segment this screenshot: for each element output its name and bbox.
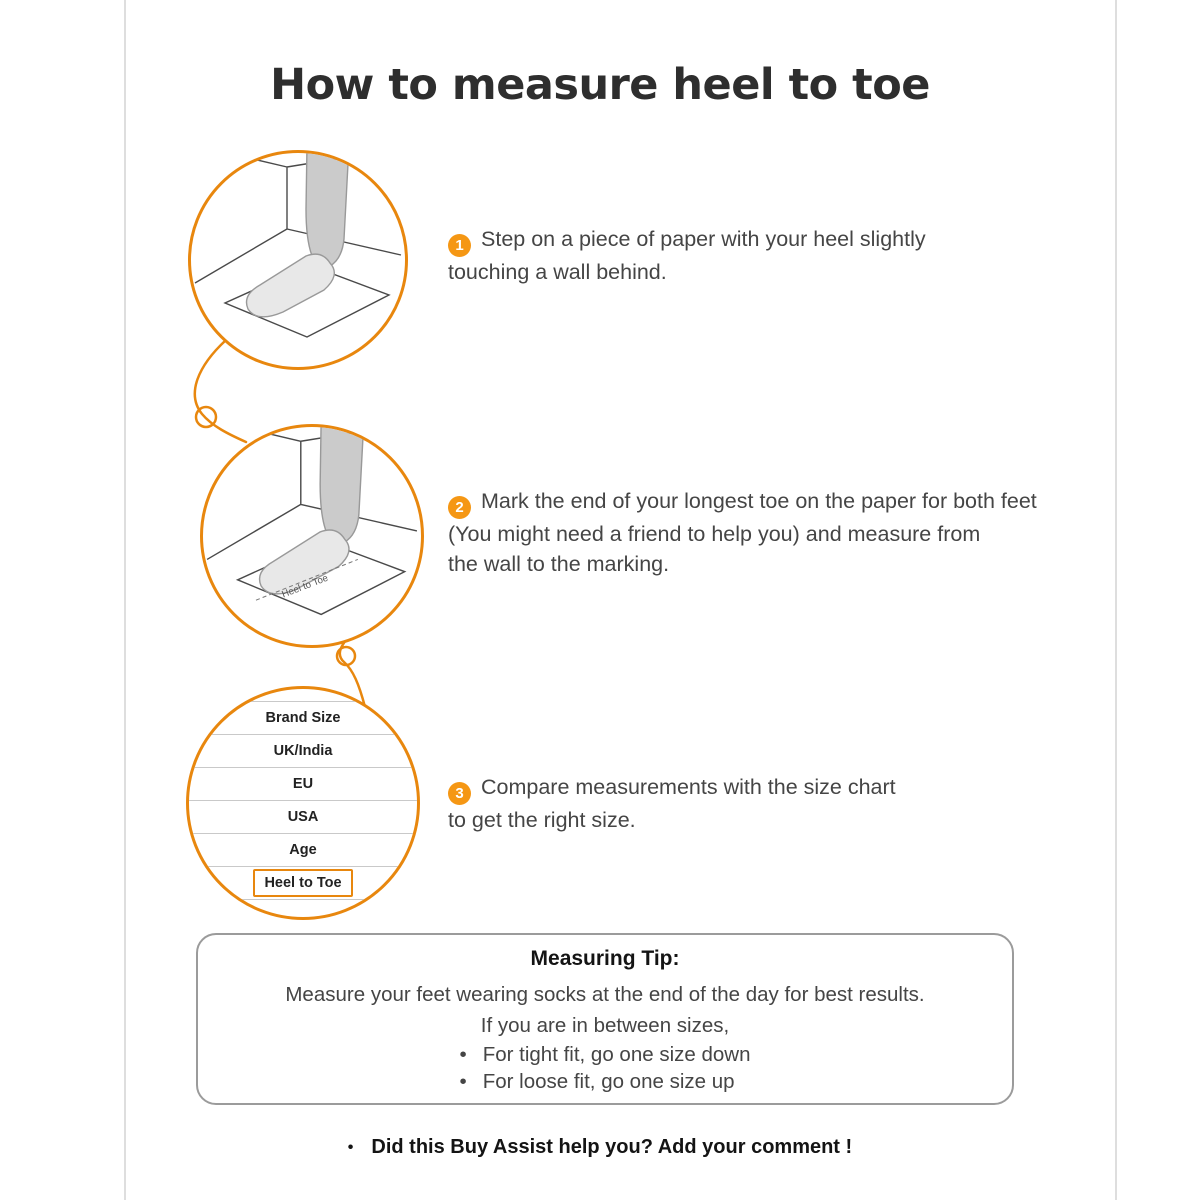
leg-shape bbox=[306, 153, 349, 266]
footer-bullet-icon: • bbox=[347, 1139, 354, 1156]
size-chart bbox=[189, 701, 417, 900]
size-chart-circle bbox=[186, 686, 420, 920]
size-chart-row-usa: USA bbox=[189, 800, 417, 833]
size-chart-row-uk-india: UK/India bbox=[189, 734, 417, 767]
measuring-tip-bullets bbox=[460, 1041, 751, 1095]
step-1-number-badge: 1 bbox=[448, 234, 471, 257]
step-3 bbox=[448, 772, 896, 835]
size-chart-row-brand-size: Brand Size bbox=[189, 701, 417, 734]
tip-bullet-tight-fit-text: For tight fit, go one size down bbox=[482, 1043, 751, 1066]
measuring-tip-line-2: If you are in between sizes, bbox=[480, 1014, 730, 1037]
measuring-tip-line-1: Measure your feet wearing socks at the end of the day for best results. bbox=[285, 983, 925, 1006]
step-2-line-1: Mark the end of your longest toe on the paper for both feet bbox=[481, 489, 1037, 513]
step-2-line-2: (You might need a friend to help you) and measure from bbox=[448, 522, 981, 546]
size-chart-row-eu: EU bbox=[189, 767, 417, 800]
tip-bullet-loose-fit bbox=[460, 1068, 751, 1095]
size-chart-row-age: Age bbox=[189, 833, 417, 866]
step-3-line-2: to get the right size. bbox=[448, 808, 636, 832]
right-border-line bbox=[1115, 0, 1117, 1200]
heel-to-toe-label: Heel to Toe bbox=[280, 572, 330, 601]
step-1 bbox=[448, 224, 926, 287]
page-title: How to measure heel to toe bbox=[270, 60, 930, 110]
step-2-line-3: the wall to the marking. bbox=[448, 552, 670, 576]
tip-bullet-loose-fit-text: For loose fit, go one size up bbox=[482, 1070, 735, 1093]
step-1-line-2: touching a wall behind. bbox=[448, 260, 667, 284]
step-3-number-badge: 3 bbox=[448, 782, 471, 805]
tip-bullet-tight-fit bbox=[460, 1041, 751, 1068]
step-1-line-1: Step on a piece of paper with your heel slightly bbox=[481, 227, 926, 251]
leg-shape bbox=[320, 427, 364, 542]
measuring-tip-title: Measuring Tip: bbox=[530, 947, 680, 970]
foot-on-paper-illustration bbox=[191, 153, 405, 367]
step-3-line-1: Compare measurements with the size chart bbox=[481, 775, 896, 799]
foot-marking-illustration bbox=[203, 427, 421, 645]
illustration-circle-1 bbox=[188, 150, 408, 370]
footer-note bbox=[0, 1136, 1200, 1159]
size-chart-row-heel-to-toe bbox=[189, 866, 417, 900]
illustration-circle-2 bbox=[200, 424, 424, 648]
footer-text: Did this Buy Assist help you? Add your comment ! bbox=[371, 1136, 853, 1158]
step-2-number-badge: 2 bbox=[448, 496, 471, 519]
heel-to-toe-cell: Heel to Toe bbox=[253, 869, 352, 897]
measuring-tip-box bbox=[196, 933, 1014, 1105]
step-2 bbox=[448, 486, 1037, 579]
